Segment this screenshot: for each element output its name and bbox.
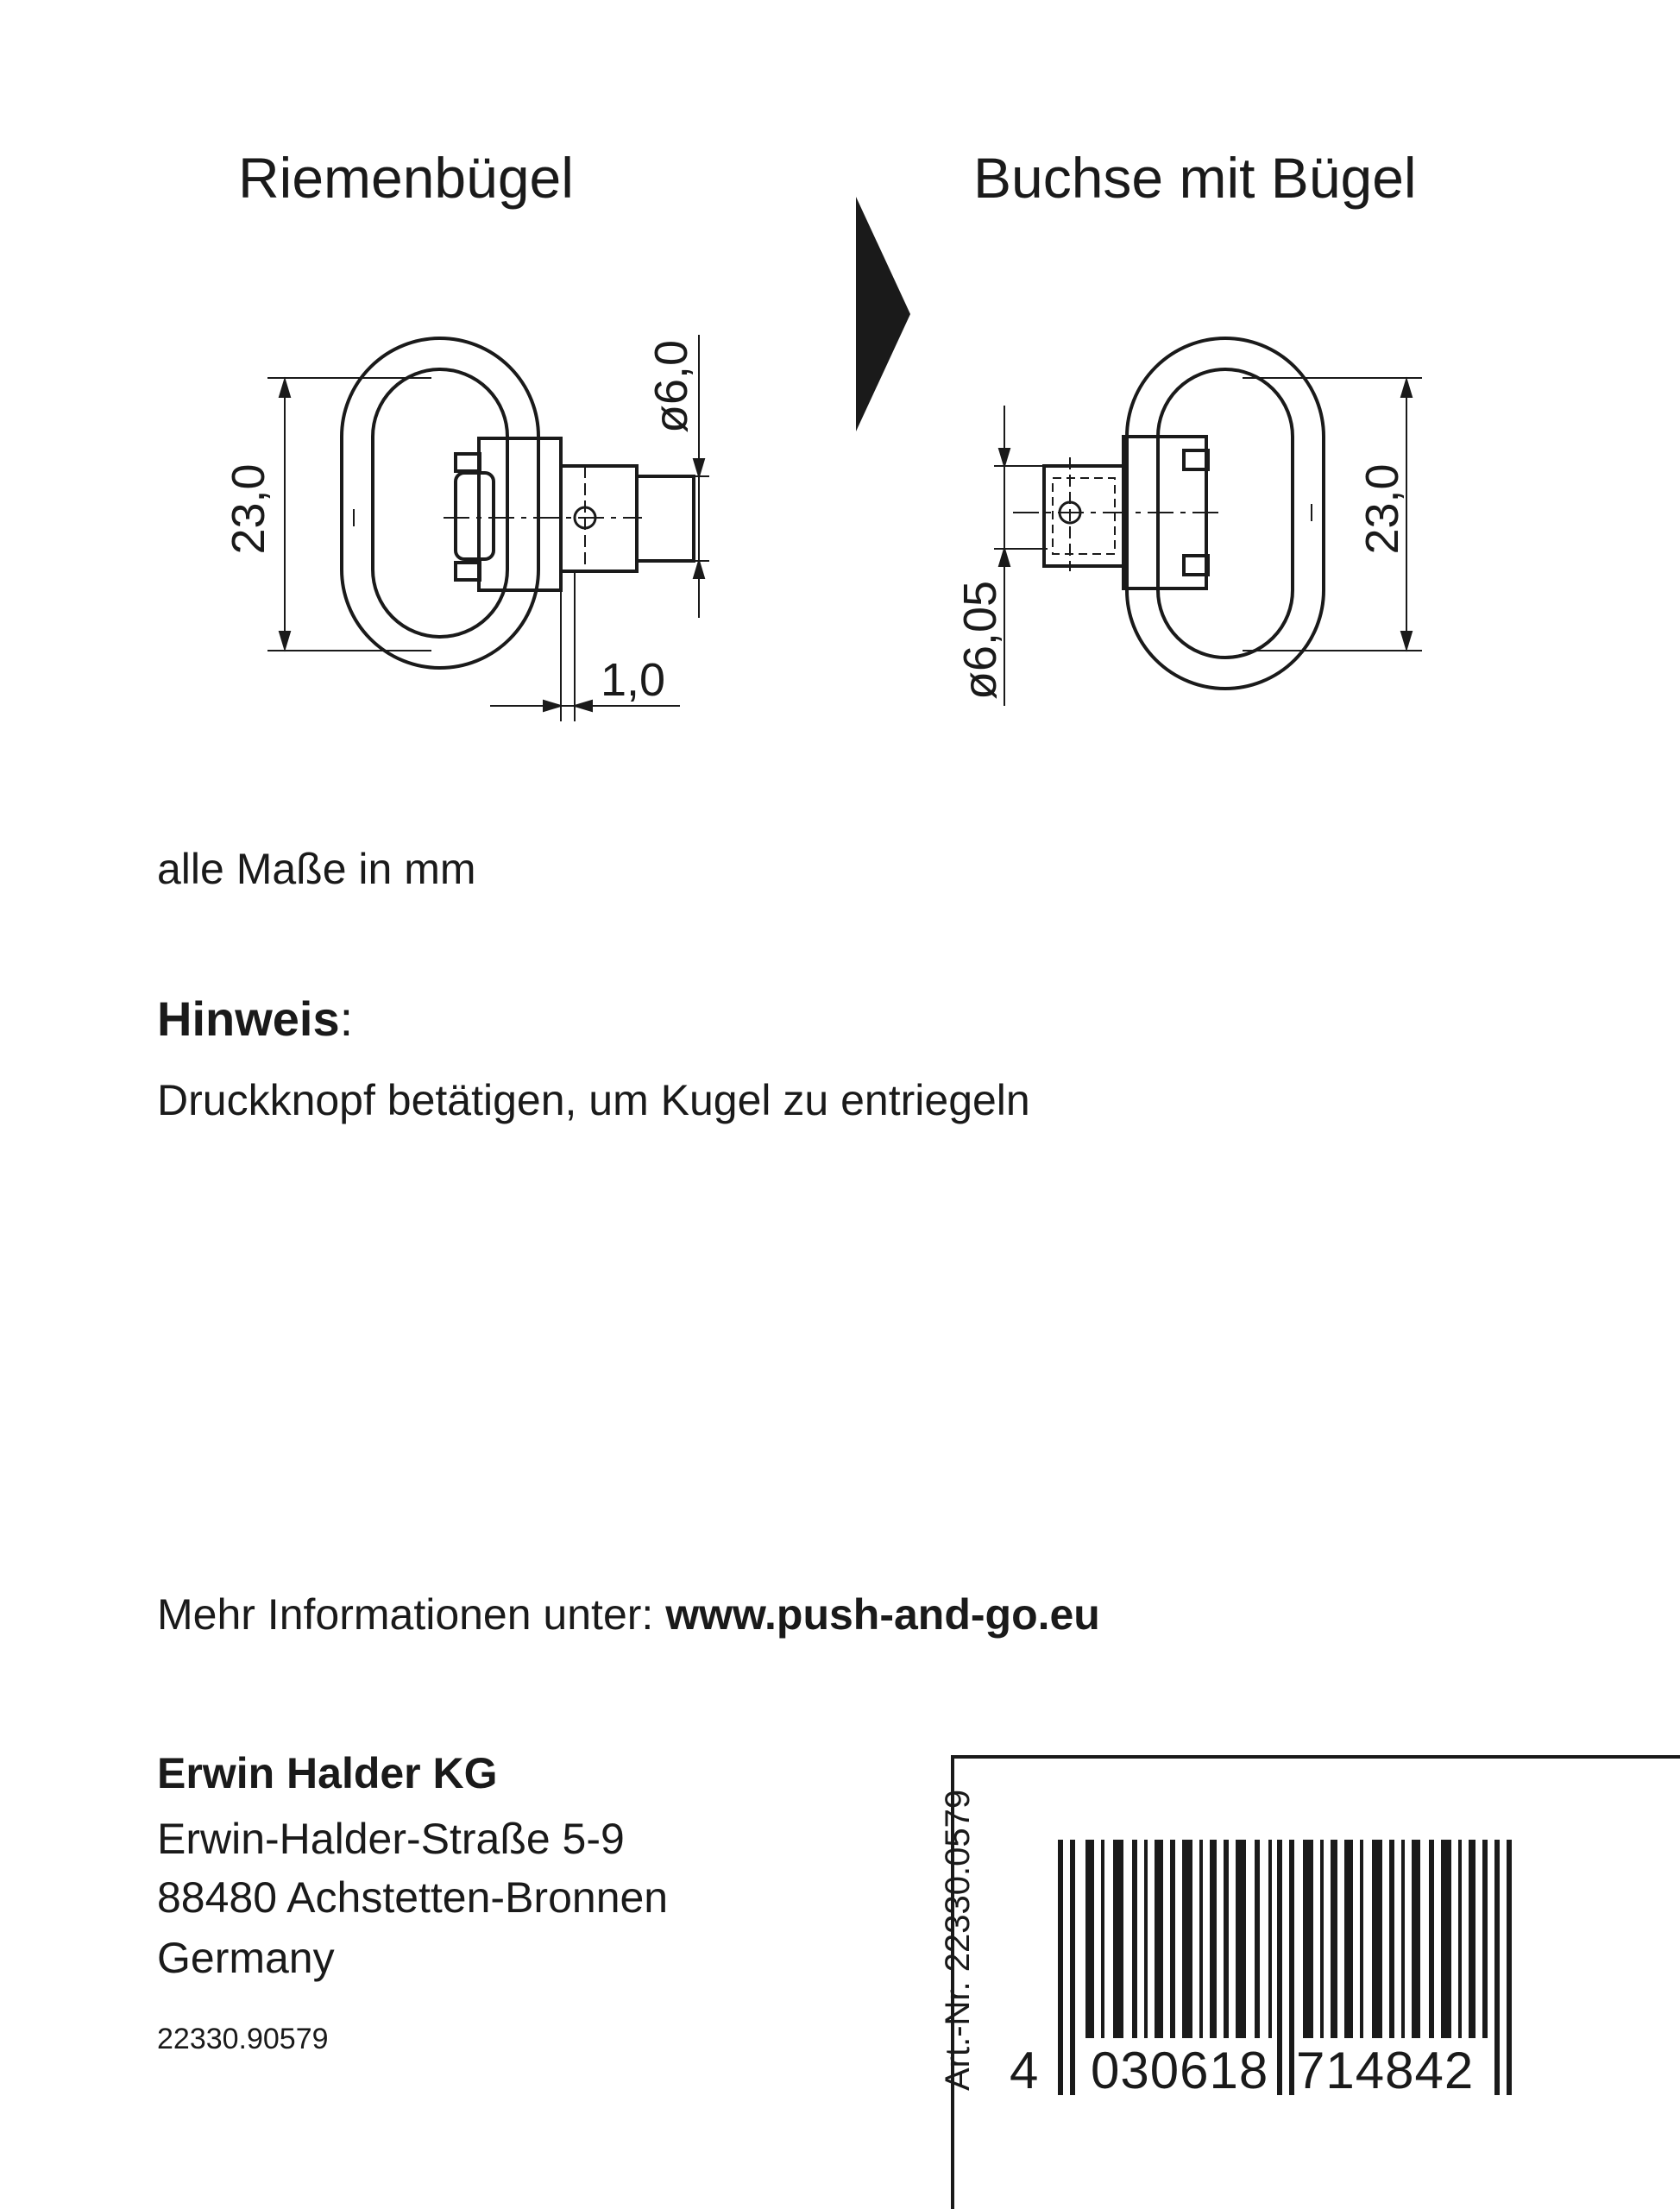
left-button: [456, 473, 494, 559]
barcode-bar: [1372, 1840, 1382, 2038]
left-drawing-title: Riemenbügel: [238, 146, 574, 210]
barcode-bar: [1277, 1840, 1282, 2095]
doc-number: 22330.90579: [157, 2023, 329, 2055]
barcode-bar: [1360, 1840, 1363, 2038]
barcode-first-digit: 4: [1010, 2042, 1040, 2099]
right-drawing-title: Buchse mit Bügel: [973, 146, 1417, 210]
barcode-bar: [1170, 1840, 1175, 2038]
barcode-bar: [1070, 1840, 1075, 2095]
company-city: 88480 Achstetten-Bronnen: [157, 1873, 669, 1922]
barcode-bar: [1268, 1840, 1272, 2038]
barcode-bar: [1289, 1840, 1294, 2095]
hint-heading: Hinweis: [157, 991, 340, 1046]
barcode-bar: [1331, 1840, 1337, 2038]
barcode-bar: [1236, 1840, 1246, 2038]
barcode-bar: [1389, 1840, 1394, 2038]
barcode-bar: [1401, 1840, 1405, 2038]
barcode-bar: [1144, 1840, 1148, 2038]
left-loop-inner: [373, 369, 507, 637]
left-pin: [637, 476, 694, 561]
barcode-bar: [1132, 1840, 1137, 2038]
transition-arrow-icon: [856, 197, 910, 431]
left-drawing: [342, 338, 694, 668]
barcode-bar: [1113, 1840, 1123, 2038]
right-bore-diameter-dim: ø6,05: [954, 580, 1006, 701]
more-info-line: [157, 1589, 1100, 1639]
company-street: Erwin-Halder-Straße 5-9: [157, 1815, 625, 1863]
right-loop-inner: [1158, 369, 1293, 658]
left-height-dim: 23,0: [223, 463, 274, 555]
right-drawing: [1013, 338, 1324, 689]
hint-text: Druckknopf betätigen, um Kugel zu entriegeln: [157, 1076, 1030, 1124]
units-note: alle Maße in mm: [157, 845, 476, 893]
company-name: Erwin Halder KG: [157, 1749, 498, 1797]
barcode-bar: [1469, 1840, 1476, 2038]
barcode-bar: [1458, 1840, 1462, 2038]
barcode-right-group: 714842: [1296, 2042, 1475, 2099]
barcode-bar: [1101, 1840, 1104, 2038]
barcode-left-group: 030618: [1091, 2042, 1269, 2099]
barcode-bar: [1344, 1840, 1353, 2038]
barcode-bar: [1303, 1840, 1313, 2038]
left-body: [479, 438, 561, 590]
barcode-bar: [1507, 1840, 1512, 2095]
company-country: Germany: [157, 1934, 335, 1982]
more-info-prefix: Mehr Informationen unter:: [157, 1590, 666, 1639]
hint-colon: :: [339, 991, 354, 1046]
left-offset-dim: 1,0: [601, 654, 666, 706]
right-height-dim: 23,0: [1356, 463, 1408, 555]
barcode-bar: [1255, 1840, 1260, 2038]
barcode-bar: [1482, 1840, 1488, 2038]
hint-heading-line: [157, 991, 353, 1047]
barcode-bar: [1085, 1840, 1094, 2038]
article-number: Art.-Nr. 22330.0579: [939, 1789, 977, 2091]
barcode-bar: [1199, 1840, 1203, 2038]
barcode-bar: [1429, 1840, 1434, 2038]
barcode-bar: [1320, 1840, 1324, 2038]
barcode-bar: [1058, 1840, 1063, 2095]
barcode-bar: [1412, 1840, 1420, 2038]
barcode-bar: [1210, 1840, 1217, 2038]
more-info-url[interactable]: www.push-and-go.eu: [665, 1590, 1100, 1639]
left-pin-diameter-dim: ø6,0: [645, 339, 697, 434]
barcode-bar: [1224, 1840, 1229, 2038]
barcode-bar: [1494, 1840, 1500, 2095]
barcode-bar: [1155, 1840, 1163, 2038]
right-bushing: [1044, 466, 1123, 566]
barcode-bar: [1441, 1840, 1451, 2038]
barcode-bar: [1182, 1840, 1192, 2038]
technical-drawings: [0, 0, 1680, 777]
